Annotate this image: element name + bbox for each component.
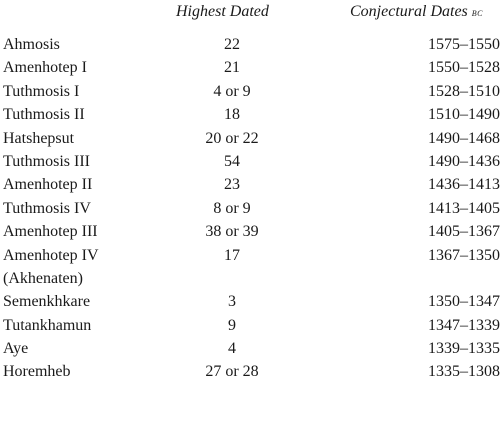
conjectural-dates-value: 1335–1308 — [428, 363, 500, 381]
highest-dated-value: 22 — [224, 36, 240, 53]
highest-dated-value: 17 — [224, 246, 240, 264]
pharaoh-name: (Akhenaten) — [3, 269, 83, 287]
pharaoh-name: Amenhotep IV — [3, 246, 99, 264]
table-row — [0, 270, 500, 293]
table-row — [0, 83, 500, 106]
table-row — [0, 176, 500, 199]
pharaoh-name: Tuthmosis II — [3, 106, 85, 124]
table-row — [0, 363, 500, 386]
highest-dated-value: 38 or 39 — [205, 223, 259, 241]
table-row — [0, 36, 500, 59]
table-row — [0, 293, 500, 316]
pharaoh-name: Amenhotep II — [3, 176, 93, 194]
table-row — [0, 340, 500, 363]
conjectural-dates-value: 1528–1510 — [428, 82, 500, 100]
highest-dated-value: 3 — [228, 293, 236, 311]
highest-dated-value: 20 or 22 — [205, 129, 259, 147]
conjectural-dates-value: 1490–1436 — [428, 152, 500, 170]
pharaoh-name: Tuthmosis IV — [3, 199, 91, 217]
table-header — [0, 0, 500, 30]
pharaoh-name: Tutankhamun — [3, 316, 92, 334]
highest-dated-value: 4 — [228, 340, 236, 358]
highest-dated-value: 4 or 9 — [213, 82, 251, 100]
header-conjectural-label: Conjectural Dates — [350, 3, 468, 20]
table-row — [0, 317, 500, 340]
header-era: bc — [471, 7, 483, 19]
highest-dated-value: 21 — [224, 59, 240, 77]
highest-dated-value: 18 — [224, 106, 240, 124]
pharaoh-name: Semenkhkare — [3, 293, 91, 311]
conjectural-dates-value: 1405–1367 — [428, 223, 500, 241]
highest-dated-value: 9 — [228, 316, 236, 334]
table-row — [0, 200, 500, 223]
highest-dated-value: 23 — [224, 176, 240, 194]
conjectural-dates-value: 1436–1413 — [428, 176, 500, 194]
pharaoh-name: Tuthmosis III — [3, 152, 90, 170]
conjectural-dates-value: 1550–1528 — [428, 59, 500, 77]
conjectural-dates-value: 1367–1350 — [428, 246, 500, 264]
conjectural-dates-value: 1575–1550 — [428, 36, 500, 53]
conjectural-dates-value: 1347–1339 — [428, 316, 500, 334]
pharaoh-name: Aye — [3, 340, 29, 358]
conjectural-dates-value: 1350–1347 — [428, 293, 500, 311]
highest-dated-value: 54 — [224, 152, 240, 170]
header-highest-dated: Highest Dated — [176, 3, 269, 20]
table-row — [0, 247, 500, 270]
conjectural-dates-value: 1339–1335 — [428, 340, 500, 358]
table-row — [0, 223, 500, 246]
table-row — [0, 106, 500, 129]
conjectural-dates-value: 1490–1468 — [428, 129, 500, 147]
table-body — [0, 36, 500, 387]
pharaoh-name: Hatshepsut — [3, 129, 75, 147]
highest-dated-value: 8 or 9 — [213, 199, 251, 217]
pharaoh-name: Horemheb — [3, 363, 71, 381]
table-row — [0, 59, 500, 82]
header-conjectural-dates — [350, 3, 483, 21]
pharaoh-name: Amenhotep III — [3, 223, 98, 241]
highest-dated-value: 27 or 28 — [205, 363, 259, 381]
pharaoh-name: Tuthmosis I — [3, 82, 80, 100]
table-row — [0, 130, 500, 153]
conjectural-dates-value: 1510–1490 — [428, 106, 500, 124]
table-row — [0, 153, 500, 176]
pharaoh-name: Ahmosis — [3, 36, 60, 53]
conjectural-dates-value: 1413–1405 — [428, 199, 500, 217]
pharaoh-name: Amenhotep I — [3, 59, 87, 77]
